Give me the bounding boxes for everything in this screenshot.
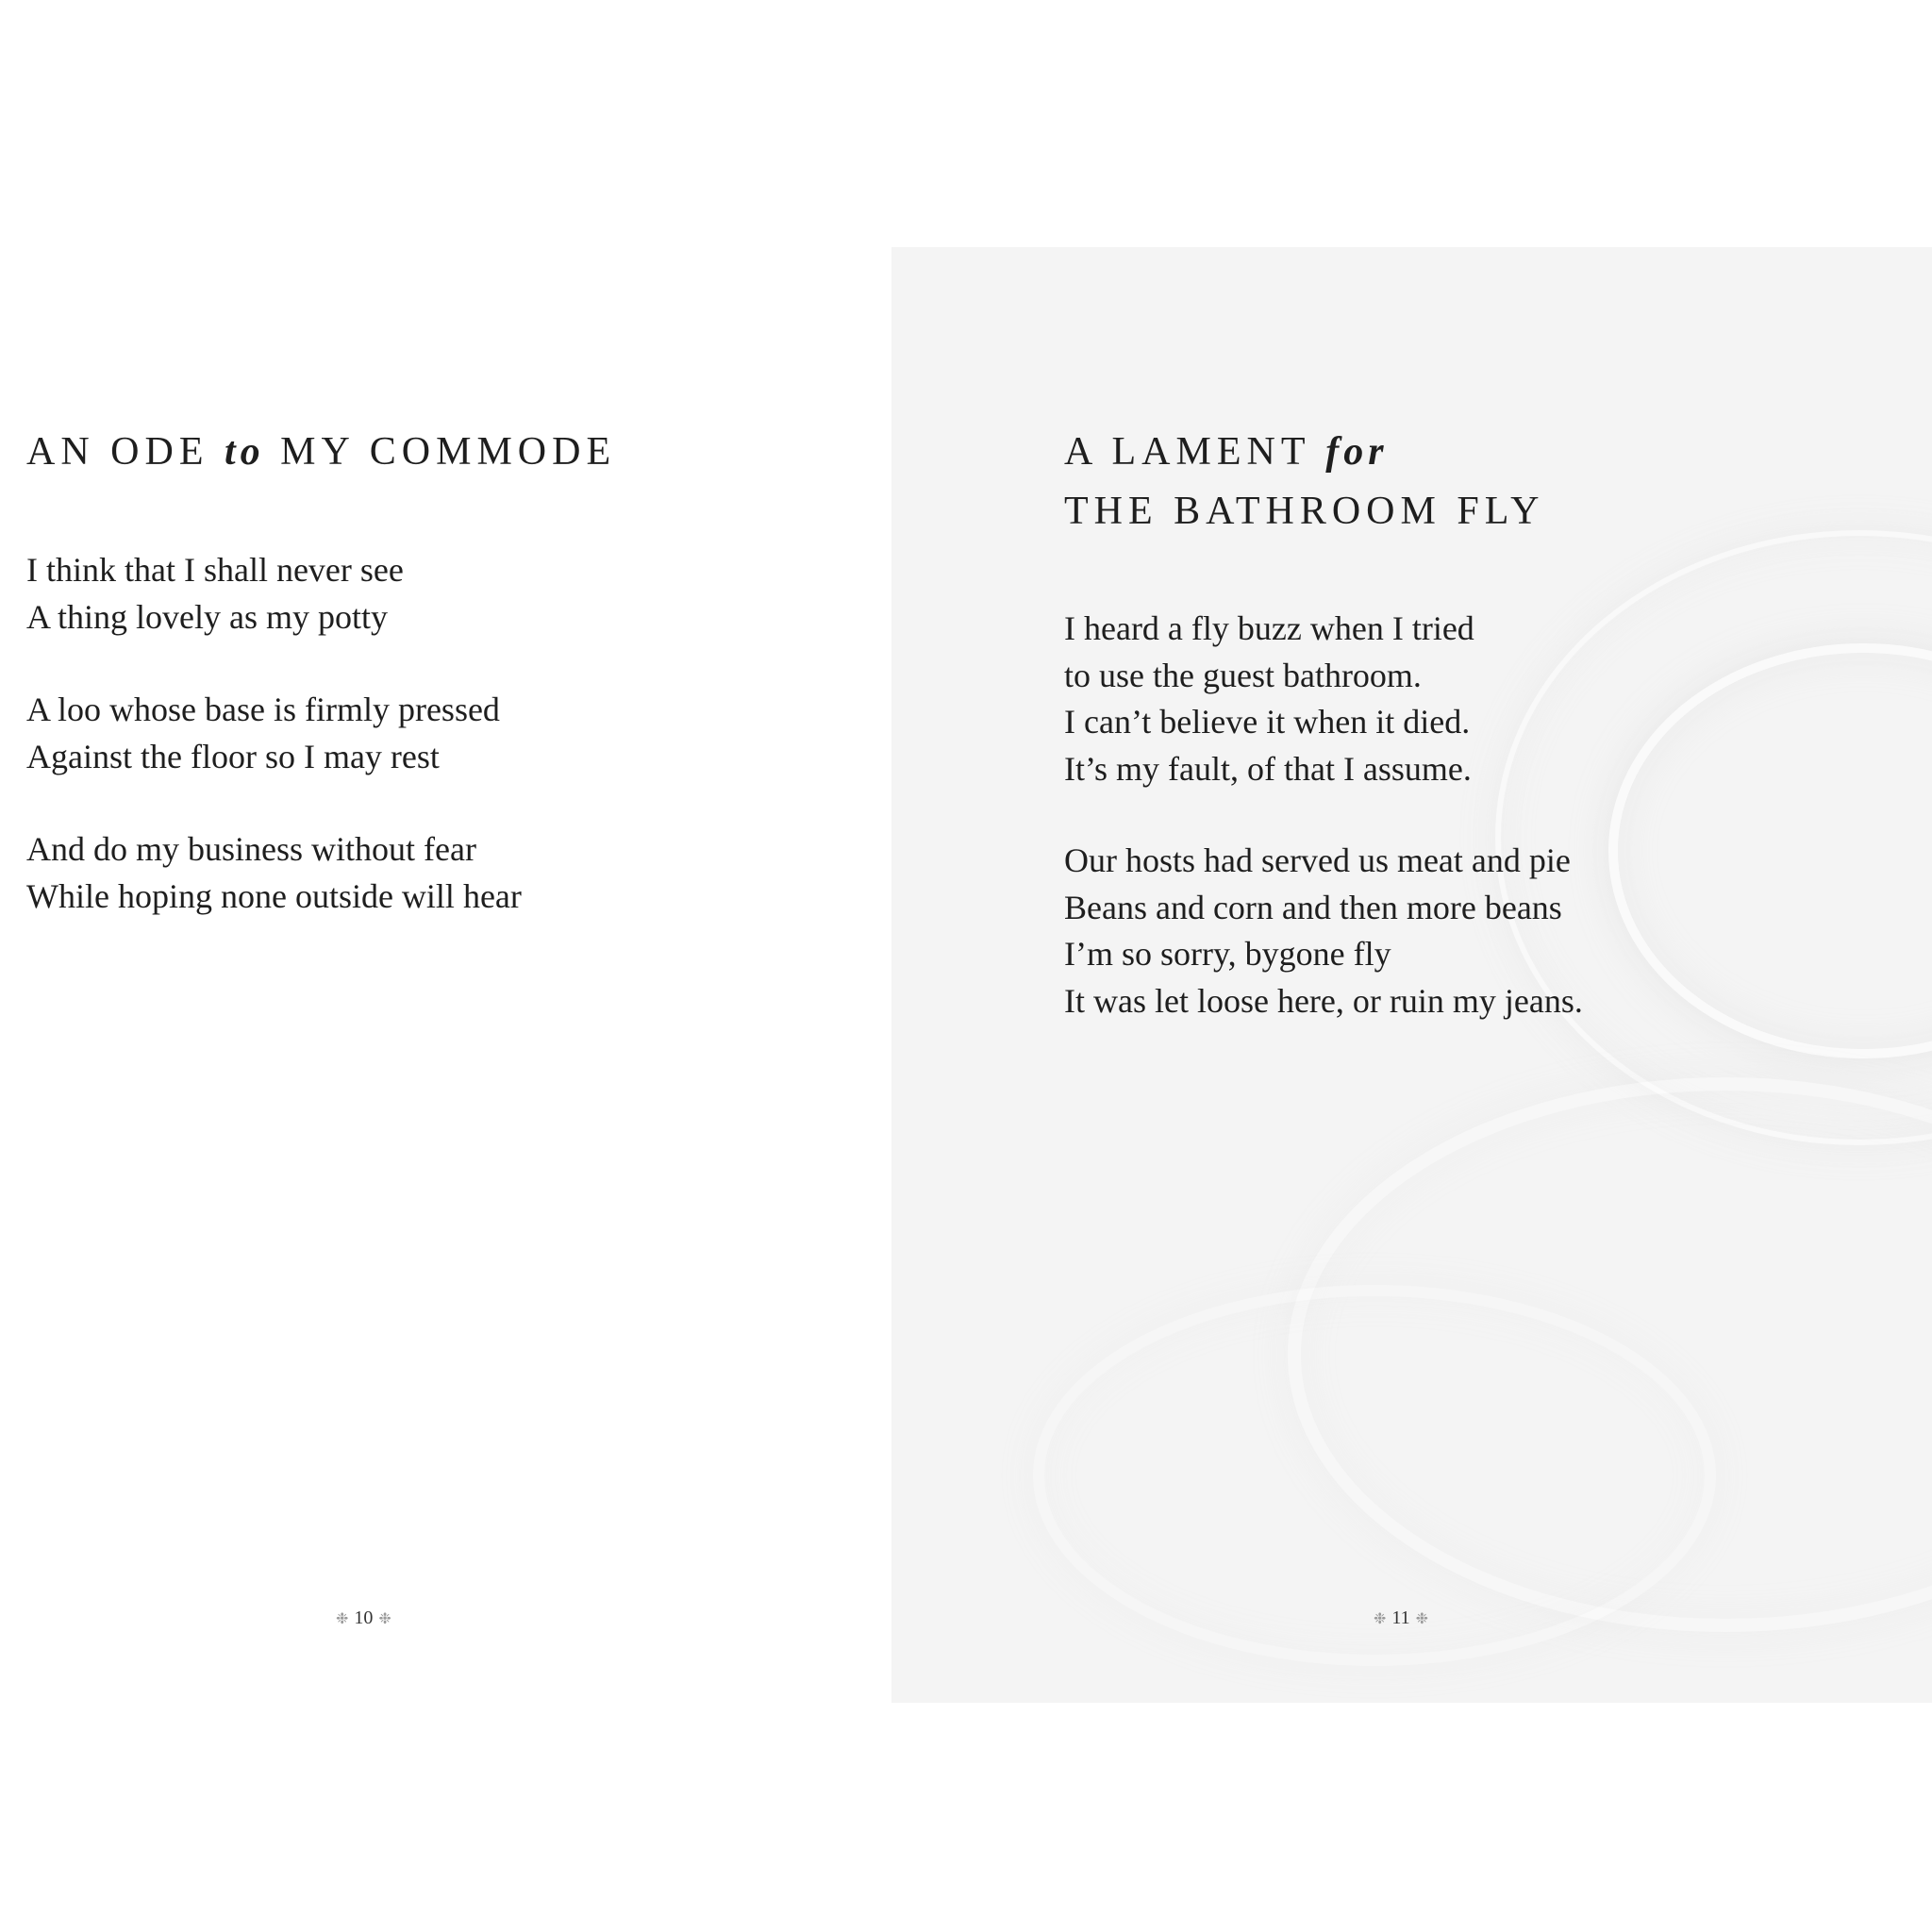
- flower-ornament-icon: ❉: [1374, 1610, 1387, 1627]
- title-italic-word: to: [224, 430, 265, 474]
- poem-title-lament: [1064, 423, 1544, 541]
- poem-line: Against the floor so I may rest: [26, 737, 440, 775]
- stanza: [26, 826, 522, 920]
- stanza: [26, 687, 500, 780]
- title-text: THE BATHROOM FLY: [1064, 490, 1545, 533]
- poem-title-ode: [26, 423, 616, 482]
- page-number-right: [1374, 1607, 1428, 1629]
- poem-line: A loo whose base is firmly pressed: [26, 691, 500, 728]
- stanza: [1064, 606, 1474, 792]
- page-number: 10: [354, 1607, 374, 1628]
- poem-line: It was let loose here, or ruin my jeans.: [1064, 981, 1583, 1020]
- title-text: MY COMMODE: [264, 430, 617, 474]
- page-number-left: [336, 1607, 391, 1629]
- flower-ornament-icon: ❉: [1415, 1610, 1429, 1627]
- flower-ornament-icon: ❉: [336, 1610, 349, 1627]
- page-number: 11: [1391, 1607, 1410, 1628]
- poem-line: It’s my fault, of that I assume.: [1064, 749, 1472, 788]
- poem-line: I can’t believe it when it died.: [1064, 703, 1471, 741]
- title-italic-word: for: [1325, 430, 1389, 474]
- title-text: AN ODE: [26, 430, 225, 474]
- poem-line: Beans and corn and then more beans: [1064, 888, 1562, 926]
- stanza: [26, 547, 404, 641]
- title-text: A LAMENT: [1064, 430, 1326, 474]
- poem-line: to use the guest bathroom.: [1064, 656, 1422, 694]
- flower-ornament-icon: ❉: [378, 1610, 391, 1627]
- poem-line: Our hosts had served us meat and pie: [1064, 841, 1571, 879]
- poem-line: I’m so sorry, bygone fly: [1064, 935, 1391, 973]
- poem-line: I think that I shall never see: [26, 551, 404, 589]
- poem-line: And do my business without fear: [26, 830, 476, 868]
- poem-line: While hoping none outside will hear: [26, 876, 522, 915]
- poem-line: A thing lovely as my potty: [26, 597, 388, 636]
- poem-line: I heard a fly buzz when I tried: [1064, 609, 1474, 647]
- stanza: [1064, 838, 1583, 1024]
